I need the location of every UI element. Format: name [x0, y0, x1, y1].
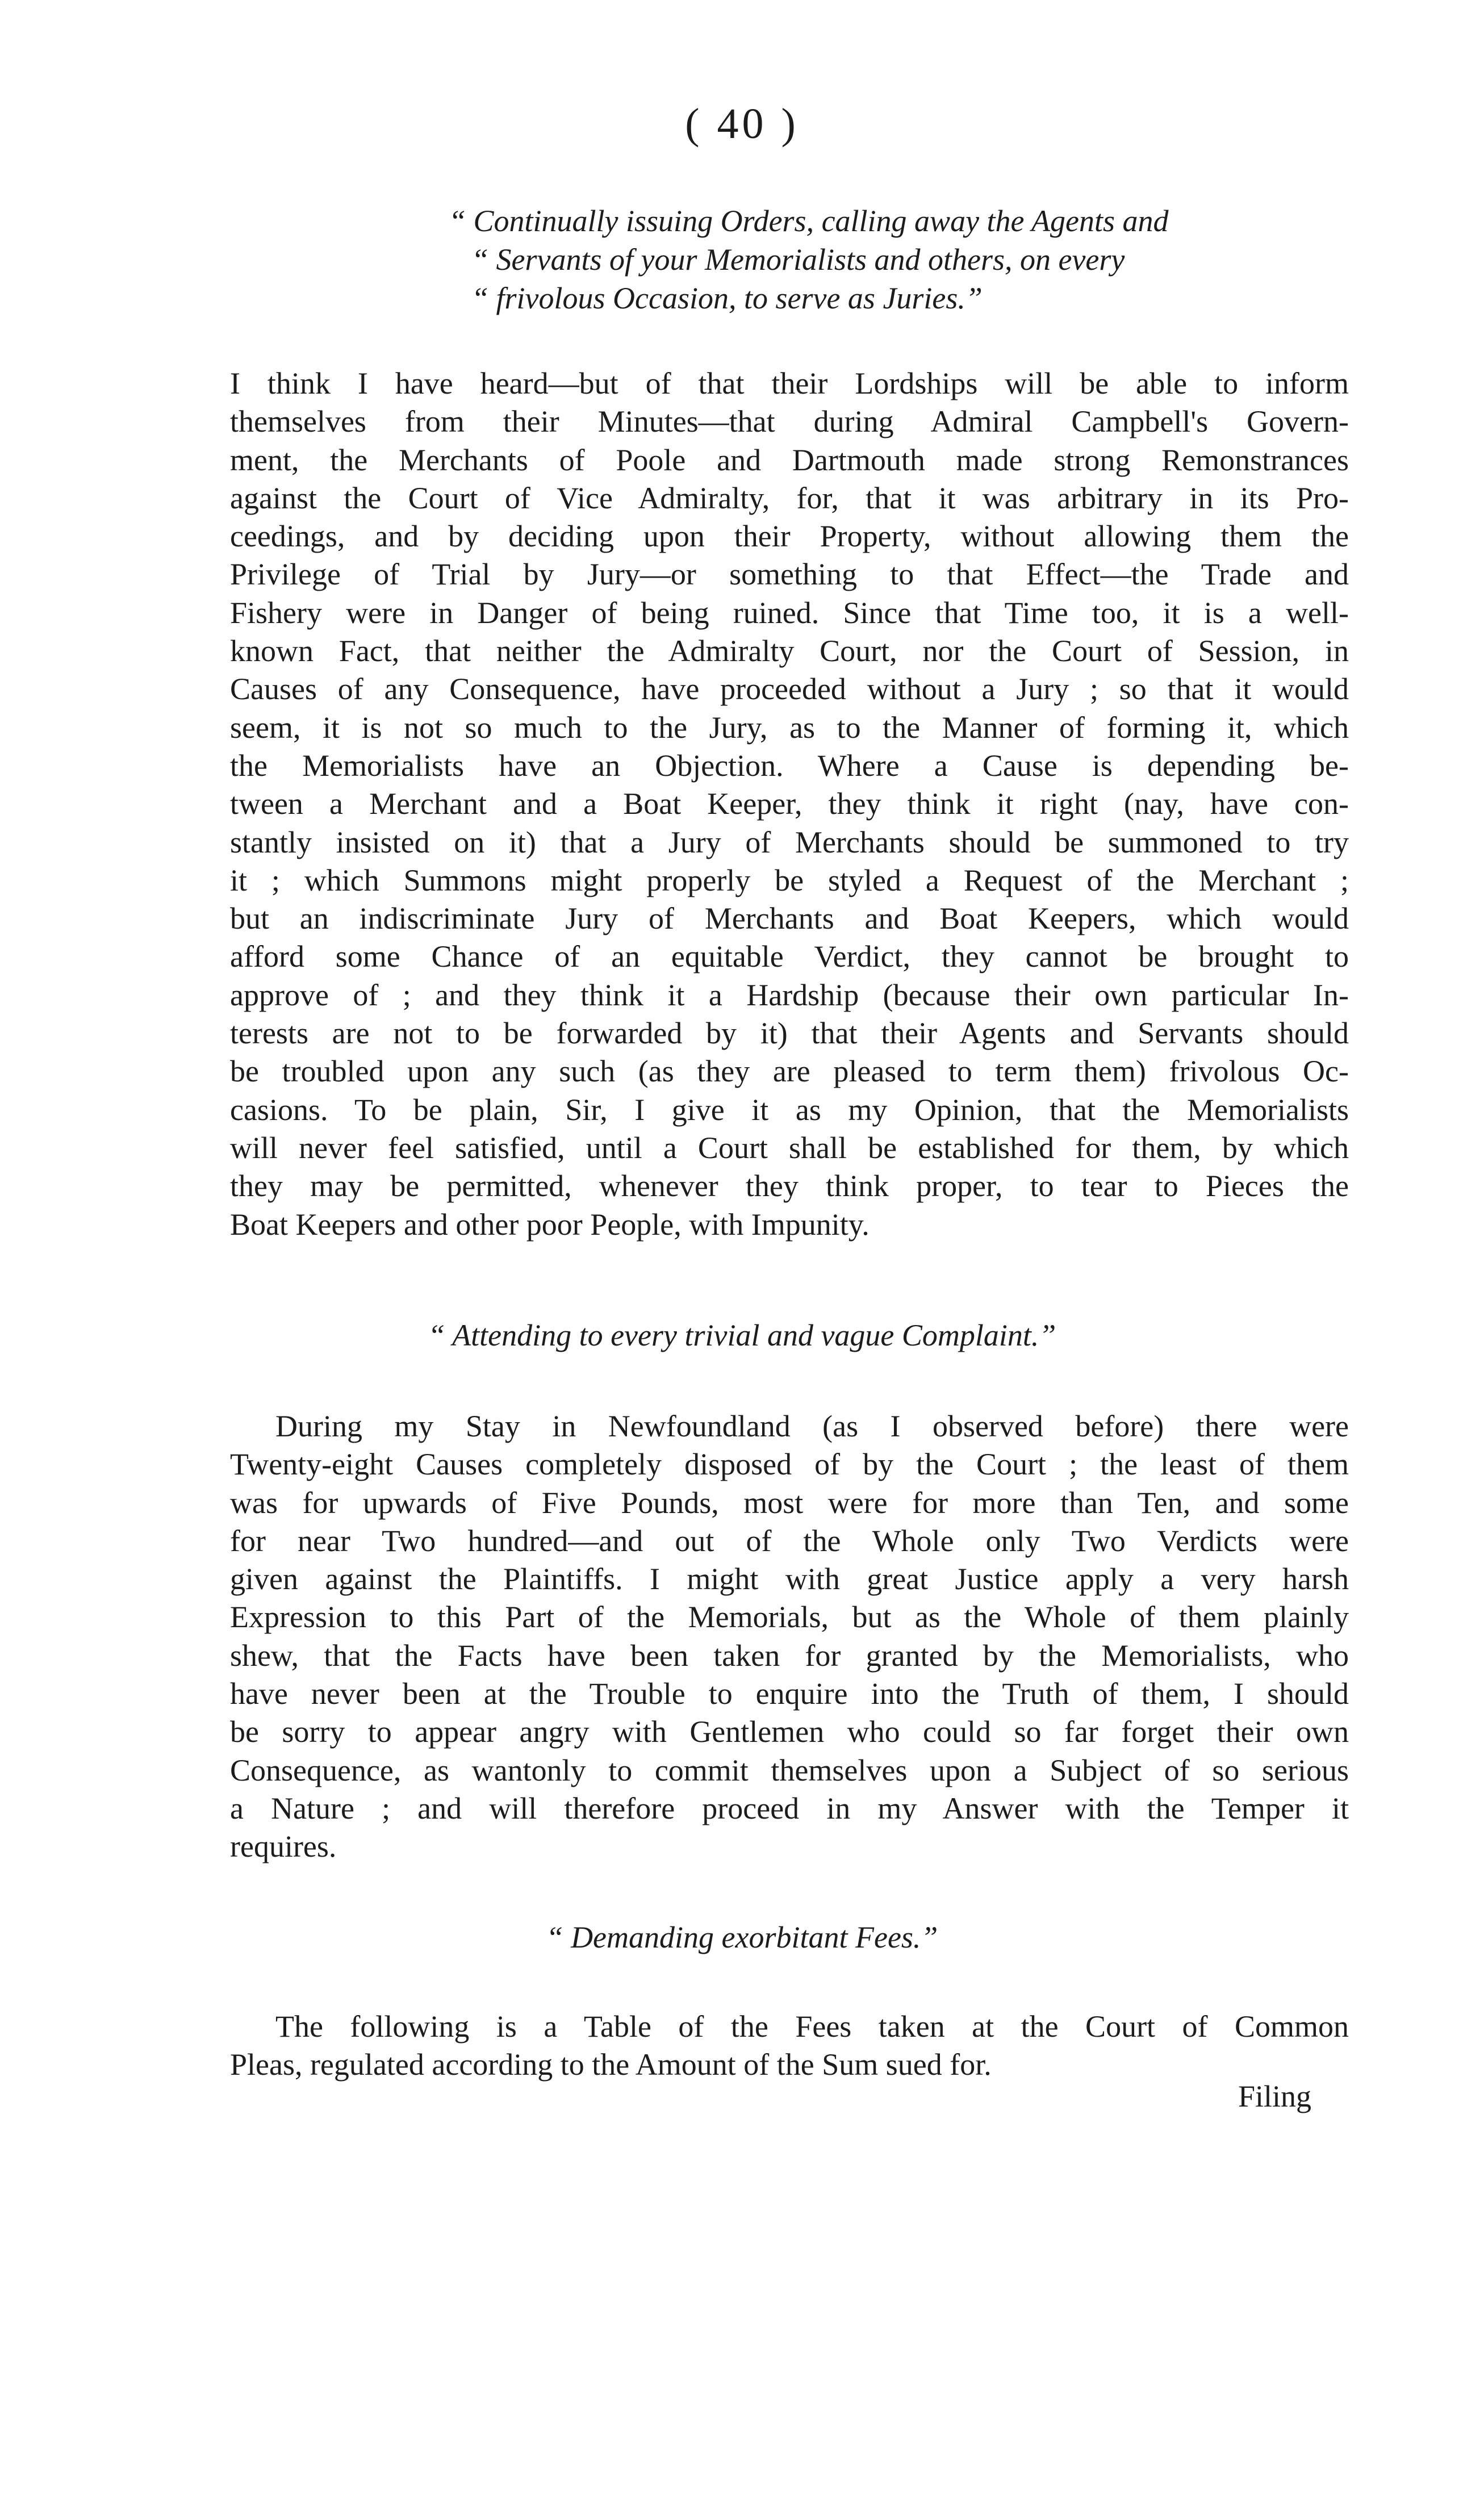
text-line: they may be permitted, whenever they think proper, to tear to Pieces the: [230, 1169, 1349, 1203]
text-line: ceedings, and by deciding upon their Property, without allowing them the: [230, 519, 1349, 554]
text-line: a Nature ; and will therefore proceed in my Answer with the Temper it: [230, 1791, 1349, 1825]
text-line: be sorry to appear angry with Gentlemen who could so far forget their own: [230, 1715, 1349, 1749]
quote-line: “ Continually issuing Orders, calling away the Agents and: [449, 204, 1169, 238]
paragraph-campbell-government: [230, 365, 1349, 1244]
text-line: approve of ; and they think it a Hardship (because their own particular In-: [230, 977, 1349, 1012]
opening-quote: [449, 202, 1352, 317]
text-line: was for upwards of Five Pounds, most were for more than Ten, and some: [230, 1485, 1349, 1520]
text-line: shew, that the Facts have been taken for granted by the Memorialists, who: [230, 1638, 1349, 1673]
section-heading-trivial-complaint: “ Attending to every trivial and vague Complaint.”: [428, 1318, 1056, 1352]
text-line: be troubled upon any such (as they are pleased to term them) frivolous Oc-: [230, 1054, 1349, 1089]
text-line: tween a Merchant and a Boat Keeper, they think it right (nay, have con-: [230, 787, 1349, 821]
text-line: known Fact, that neither the Admiralty Court, nor the Court of Session, in: [230, 634, 1349, 668]
paragraph-newfoundland-causes: [230, 1407, 1349, 1866]
text-line: During my Stay in Newfoundland (as I observed before) there were: [275, 1409, 1349, 1443]
page-number: ( 40 ): [685, 100, 799, 148]
text-line: seem, it is not so much to the Jury, as to the Manner of forming it, which: [230, 710, 1349, 745]
text-line: terests are not to be forwarded by it) that their Agents and Servants should: [230, 1016, 1349, 1051]
text-line: have never been at the Trouble to enquire into the Truth of them, I should: [230, 1677, 1349, 1711]
catchword: Filing: [1238, 2079, 1312, 2113]
text-line: Boat Keepers and other poor People, with Impunity.: [230, 1207, 870, 1242]
text-line: the Memorialists have an Objection. Where a Cause is depending be-: [230, 748, 1349, 783]
text-line: against the Court of Vice Admiralty, for, that it was arbitrary in its Pro-: [230, 480, 1349, 515]
text-line: afford some Chance of an equitable Verdict, they cannot be brought to: [230, 939, 1349, 974]
text-line: given against the Plaintiffs. I might with great Justice apply a very harsh: [230, 1562, 1349, 1597]
quote-line: “ Servants of your Memorialists and others, on every: [471, 243, 1125, 277]
text-line: Pleas, regulated according to the Amount of the Sum sued for.: [230, 2047, 992, 2082]
quote-line: “ frivolous Occasion, to serve as Juries.”: [471, 281, 983, 315]
text-line: requires.: [230, 1829, 337, 1864]
text-line: ment, the Merchants of Poole and Dartmouth made strong Remonstrances: [230, 442, 1349, 477]
text-line: it ; which Summons might properly be styled a Request of the Merchant ;: [230, 863, 1349, 897]
text-line: themselves from their Minutes—that during Admiral Campbell's Govern-: [230, 404, 1349, 439]
paragraph-fees-table-intro: [230, 2008, 1349, 2084]
text-line: but an indiscriminate Jury of Merchants and Boat Keepers, which would: [230, 901, 1349, 936]
text-line: will never feel satisfied, until a Court shall be established for them, by which: [230, 1130, 1349, 1165]
text-line: Causes of any Consequence, have proceeded without a Jury ; so that it would: [230, 672, 1349, 707]
section-heading-exorbitant-fees: “ Demanding exorbitant Fees.”: [546, 1920, 938, 1954]
text-line: for near Two hundred—and out of the Whole only Two Verdicts were: [230, 1523, 1349, 1558]
text-line: casions. To be plain, Sir, I give it as my Opinion, that the Memorialists: [230, 1092, 1349, 1127]
text-line: Privilege of Trial by Jury—or something to that Effect—the Trade and: [230, 557, 1349, 592]
text-line: I think I have heard—but of that their Lordships will be able to inform: [230, 366, 1349, 400]
text-line: stantly insisted on it) that a Jury of Merchants should be summoned to try: [230, 825, 1349, 859]
text-line: The following is a Table of the Fees taken at the Court of Common: [275, 2009, 1349, 2044]
text-line: Expression to this Part of the Memorials, but as the Whole of them plainly: [230, 1600, 1349, 1635]
text-line: Twenty-eight Causes completely disposed of by the Court ; the least of them: [230, 1447, 1349, 1482]
text-line: Fishery were in Danger of being ruined. Since that Time too, it is a well-: [230, 595, 1349, 630]
text-line: Consequence, as wantonly to commit themselves upon a Subject of so serious: [230, 1753, 1349, 1787]
